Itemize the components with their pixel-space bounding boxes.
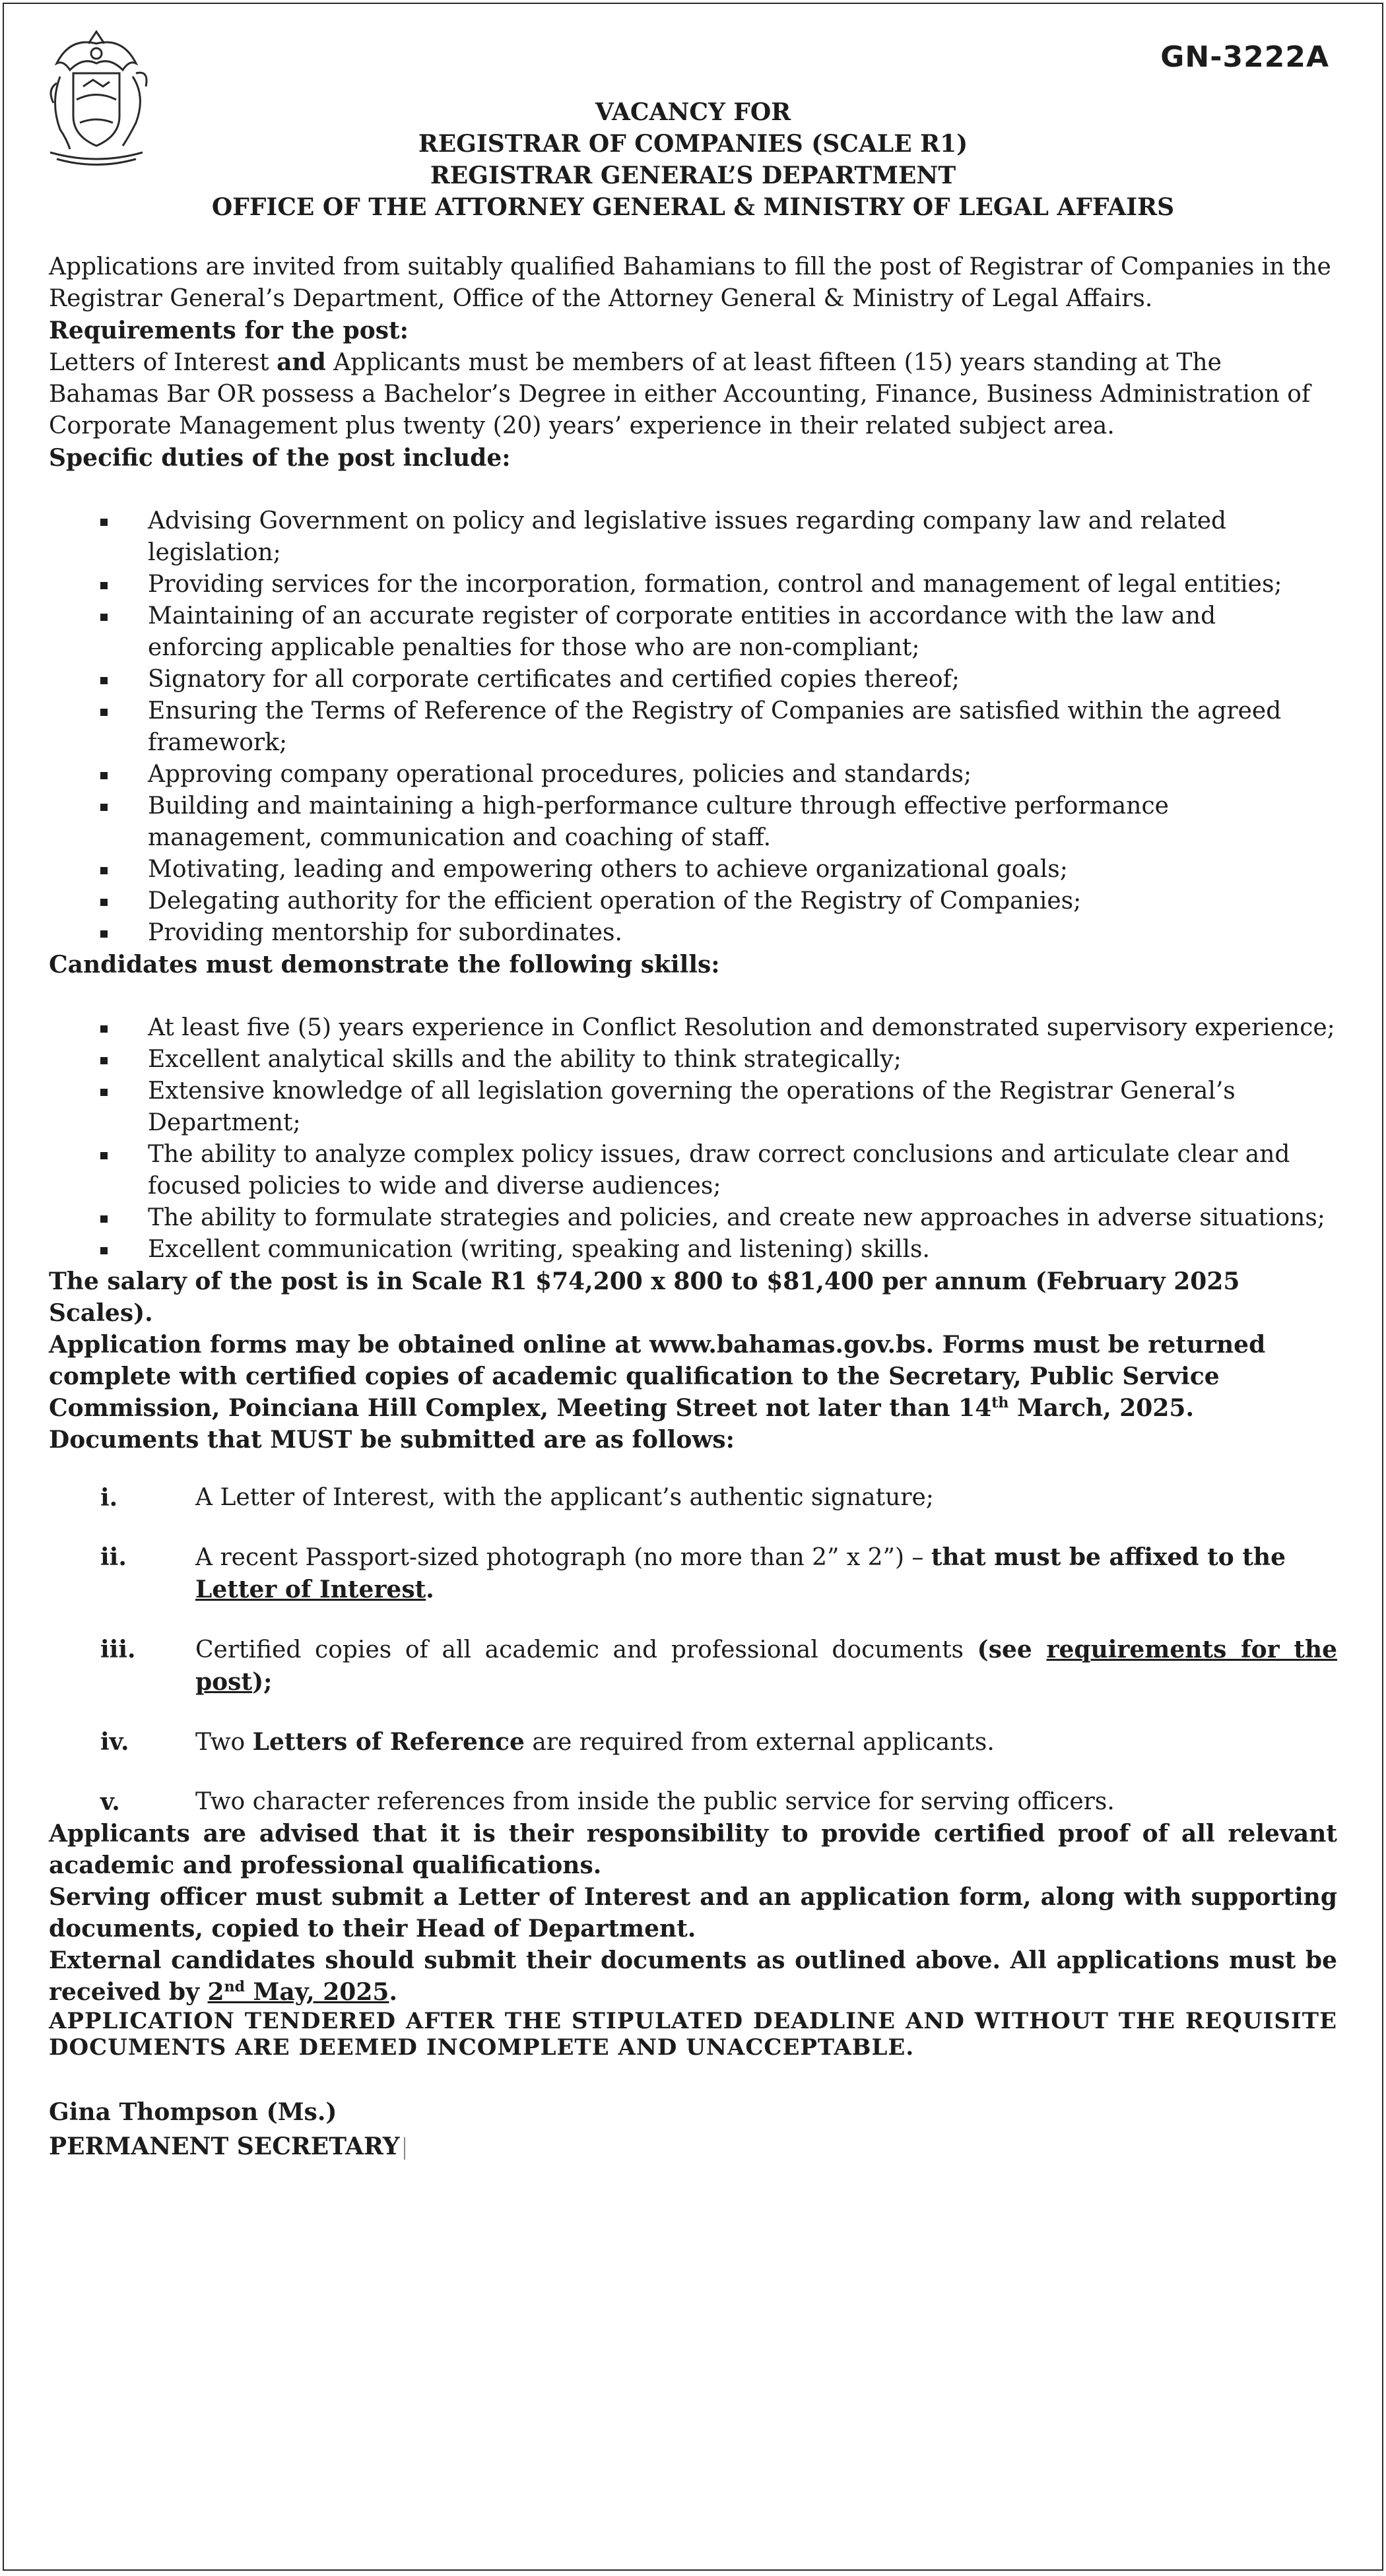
duty-item: Providing services for the incorporation, formation, control and management of legal entities; xyxy=(49,569,1337,600)
deadline-day: 2 xyxy=(207,1978,224,2006)
duty-item: Signatory for all corporate certificates and certified copies thereof; xyxy=(49,664,1337,695)
signatory-name: Gina Thompson (Ms.) xyxy=(49,2098,337,2126)
external-text-end: . xyxy=(389,1978,397,2006)
signatory-title: PERMANENT SECRETARY xyxy=(49,2133,400,2160)
document-item-v xyxy=(49,1786,1337,1818)
document-text-plain: Two xyxy=(195,1729,253,1756)
deadline-warning: APPLICATION TENDERED AFTER THE STIPULATED DEADLINE AND WITHOUT THE REQUISITE DOCUMENTS ARE DEEMED INCOMPLETE AND UNACCEPTABLE. xyxy=(49,2008,1337,2061)
document-text: A Letter of Interest, with the applicant’s authentic signature; xyxy=(195,1484,934,1511)
external-text: External candidates should submit their documents as outlined above. All applications must be received by xyxy=(49,1947,1337,2006)
document-number: iii. xyxy=(100,1636,136,1663)
advised-paragraph: Applicants are advised that it is their responsibility to provide certified proof of all relevant academic and professional qualifications. xyxy=(49,1820,1337,1879)
signatory-title-line xyxy=(49,2129,1337,2164)
notice-code: GN-3222A xyxy=(1160,40,1329,74)
document-text-end: . xyxy=(426,1576,434,1603)
document-text-bold: that must be affixed to the xyxy=(931,1543,1286,1571)
duties-list xyxy=(49,505,1337,949)
duties-heading: Specific duties of the post include: xyxy=(49,444,511,472)
duty-item: Approving company operational procedures, policies and standards; xyxy=(49,759,1337,790)
document-text-underlined: requirements for the post xyxy=(195,1636,1338,1696)
deadline-month-year: May, 2025 xyxy=(244,1978,389,2006)
skill-item: Extensive knowledge of all legislation governing the operations of the Registrar General’s Department; xyxy=(49,1076,1337,1139)
document-item-ii xyxy=(49,1541,1337,1606)
duty-item: Advising Government on policy and legislative issues regarding company law and related legislation; xyxy=(49,505,1337,569)
deadline-day-suffix: nd xyxy=(224,1978,245,1995)
signature-block xyxy=(49,2095,1337,2164)
document-item-iv xyxy=(49,1726,1337,1758)
duty-item: Maintaining of an accurate register of corporate entities in accordance with the law and enforcing applicable penalties for those who are non-compliant; xyxy=(49,600,1337,664)
document-number: i. xyxy=(100,1484,118,1512)
skill-item: Excellent communication (writing, speaking and listening) skills. xyxy=(49,1234,1337,1266)
document-text xyxy=(195,1634,1337,1698)
duty-item: Delegating authority for the efficient operation of the Registry of Companies; xyxy=(49,886,1337,917)
skill-item: The ability to formulate strategies and policies, and create new approaches in adverse situations; xyxy=(49,1202,1337,1234)
application-text: Application forms may be obtained online at www.bahamas.gov.bs. Forms must be returned complete with certified copies of academic qualification to the Secretary, Public Service Commission, Poinciana Hill Complex, Meeting Street not later than 14 xyxy=(49,1331,1266,1422)
document-text-underlined: Letter of Interest xyxy=(195,1576,426,1603)
requirements-heading: Requirements for the post: xyxy=(49,317,409,344)
requirements-paragraph xyxy=(49,346,1337,442)
document-text xyxy=(195,1541,1337,1606)
document-text-plain: Certified copies of all academic and professional documents xyxy=(195,1636,977,1663)
application-date-end: March, 2025. xyxy=(1008,1394,1194,1422)
document-text: Two character references from inside the public service for serving officers. xyxy=(195,1788,1115,1815)
document-number: iv. xyxy=(100,1728,129,1756)
intro-paragraph: Applications are invited from suitably qualified Bahamians to fill the post of Registrar of Companies in the Registrar General’s Department, Office of the Attorney General & Ministry of Legal Affairs. xyxy=(49,253,1331,312)
document-number: ii. xyxy=(100,1543,127,1571)
document-text-end: ); xyxy=(252,1668,273,1696)
application-date-suffix: th xyxy=(991,1394,1009,1411)
document-text xyxy=(195,1726,1337,1758)
external-candidates-paragraph xyxy=(49,1945,1337,2008)
requirements-text-start: Letters of Interest xyxy=(49,349,277,376)
duty-item: Ensuring the Terms of Reference of the Registry of Companies are satisfied within the agreed framework; xyxy=(49,695,1337,759)
heading-line-3: REGISTRAR GENERAL’S DEPARTMENT xyxy=(430,162,956,189)
duty-item: Providing mentorship for subordinates. xyxy=(49,917,1337,949)
document-number: v. xyxy=(100,1788,120,1816)
document-text-bold: (see xyxy=(977,1636,1047,1663)
duty-item: Building and maintaining a high-performance culture through effective performance management, communication and coaching of staff. xyxy=(49,790,1337,854)
notice-heading xyxy=(4,96,1382,223)
document-text-plain: A recent Passport-sized photograph (no more than 2” x 2”) – xyxy=(195,1544,931,1571)
document-text-end: are required from external applicants. xyxy=(524,1729,995,1756)
duty-item: Motivating, leading and empowering others to achieve organizational goals; xyxy=(49,854,1337,886)
requirements-text-end: Applicants must be members of at least fifteen (15) years standing at The Bahamas Bar OR possess a Bachelor’s Degree in either Accounting, Finance, Business Administration of Corporate Management plus twenty (20) years’ experience in their related subject area. xyxy=(49,349,1311,439)
skills-heading: Candidates must demonstrate the following skills: xyxy=(49,951,720,979)
heading-line-2: REGISTRAR OF COMPANIES (SCALE R1) xyxy=(418,130,968,158)
deadline-date xyxy=(208,1978,389,2006)
text-cursor xyxy=(404,2137,405,2160)
heading-line-4: OFFICE OF THE ATTORNEY GENERAL & MINISTRY OF LEGAL AFFAIRS xyxy=(211,193,1175,221)
application-paragraph xyxy=(49,1329,1337,1424)
documents-heading: Documents that MUST be submitted are as follows: xyxy=(49,1426,735,1454)
skill-item: The ability to analyze complex policy issues, draw correct conclusions and articulate clear and focused policies to wide and diverse audiences; xyxy=(49,1139,1337,1202)
skills-list xyxy=(49,1012,1337,1266)
salary-paragraph: The salary of the post is in Scale R1 $74,200 x 800 to $81,400 per annum (February 2025 Scales). xyxy=(49,1268,1240,1327)
vacancy-notice xyxy=(3,3,1383,2571)
documents-list xyxy=(49,1482,1337,1818)
document-text-bold: Letters of Reference xyxy=(252,1728,525,1756)
document-item-i xyxy=(49,1482,1337,1514)
document-item-iii xyxy=(49,1634,1337,1698)
requirements-text-and: and xyxy=(277,348,326,376)
heading-line-1: VACANCY FOR xyxy=(595,98,791,126)
skill-item: At least five (5) years experience in Conflict Resolution and demonstrated supervisory experience; xyxy=(49,1012,1337,1044)
serving-officer-paragraph: Serving officer must submit a Letter of Interest and an application form, along with supporting documents, copied to their Head of Department. xyxy=(49,1883,1337,1943)
notice-body xyxy=(49,251,1337,2164)
skill-item: Excellent analytical skills and the ability to think strategically; xyxy=(49,1044,1337,1076)
